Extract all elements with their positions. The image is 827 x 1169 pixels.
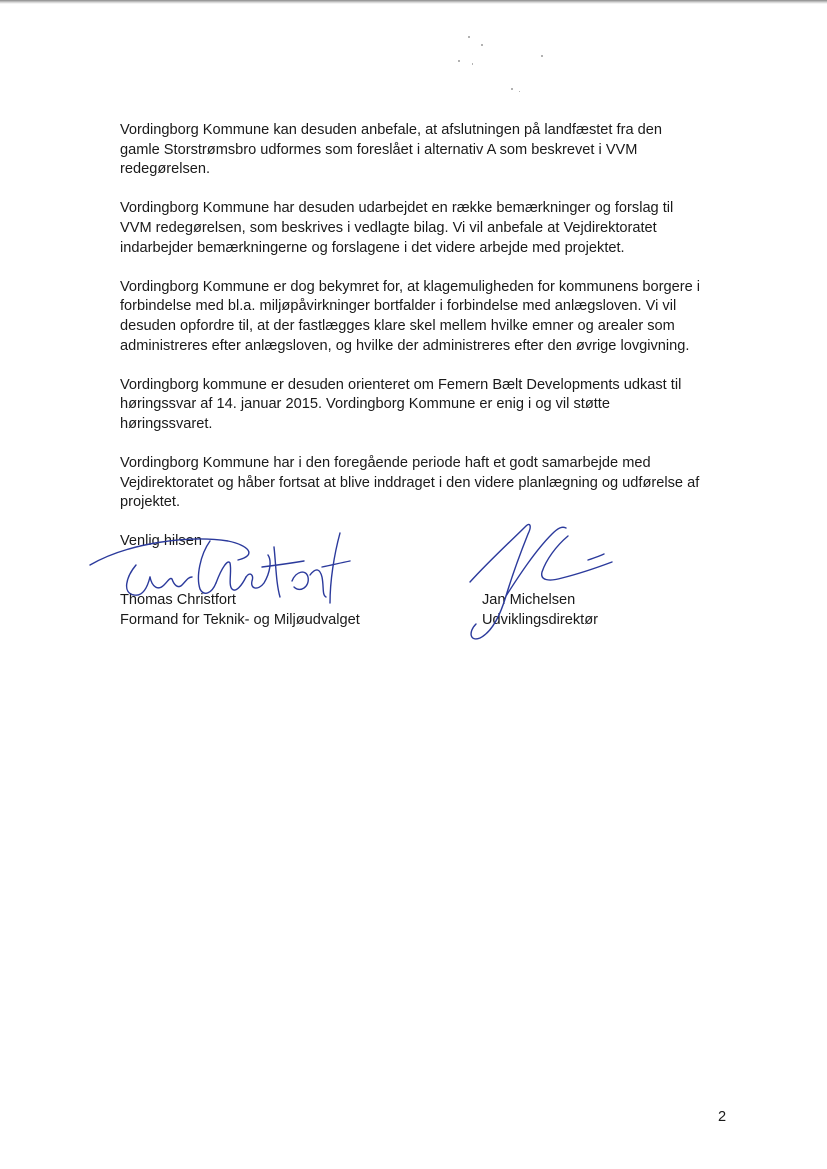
signatory-right — [482, 591, 598, 630]
signatory-title: Udviklingsdirektør — [482, 611, 598, 628]
scan-speck — [541, 55, 543, 57]
scan-speck — [511, 88, 513, 90]
scan-speck — [468, 36, 470, 38]
paragraph: Vordingborg Kommune har i den foregående periode haft et godt samarbejde med Vejdirektoratet og håber fortsat at blive inddraget i den videre planlægning og udførelse af projektet. — [120, 455, 700, 511]
paragraph: Vordingborg Kommune kan desuden anbefale, at afslutningen på landfæstet fra den gamle Storstrømsbro udformes som foreslået i alternativ A som beskrevet i VVM redegørelsen. — [120, 122, 662, 178]
scan-speck — [481, 44, 483, 46]
paragraph: Vordingborg kommune er desuden orienteret om Femern Bælt Developments udkast til høringssvar af 14. januar 2015. Vordingborg Kommune er enig i og vil støtte høringssvaret. — [120, 376, 682, 432]
scan-speck — [472, 63, 473, 65]
signatory-left — [120, 591, 360, 630]
letter-body — [120, 121, 740, 532]
signatory-title: Formand for Teknik- og Miljøudvalget — [120, 611, 360, 628]
closing-greeting: Venlig hilsen — [120, 533, 202, 549]
scan-speck — [458, 60, 460, 62]
signatory-name: Jan Michelsen — [482, 592, 576, 608]
scan-top-edge — [0, 0, 827, 4]
signatory-name: Thomas Christfort — [120, 592, 236, 608]
paragraph: Vordingborg Kommune har desuden udarbejdet en række bemærkninger og forslag til VVM redegørelsen, som beskrives i vedlagte bilag. Vi vil anbefale at Vejdirektoratet indarbejder bemærkningerne og forslagene i det videre arbejde med projektet. — [120, 200, 674, 256]
page-number: 2 — [718, 1109, 727, 1125]
paragraph: Vordingborg Kommune er dog bekymret for, at klagemuligheden for kommunens borgere i forbindelse med bl.a. miljøpåvirkninger bortfalder i forbindelse med anlægsloven. Vi vil desuden opfordre til, at der fastlægges klare skel mellem hvilke emner og arealer som administreres efter anlægsloven, og hvilke der administreres efter den øvrige lovgivning. — [120, 278, 701, 354]
scan-speck — [519, 91, 520, 92]
